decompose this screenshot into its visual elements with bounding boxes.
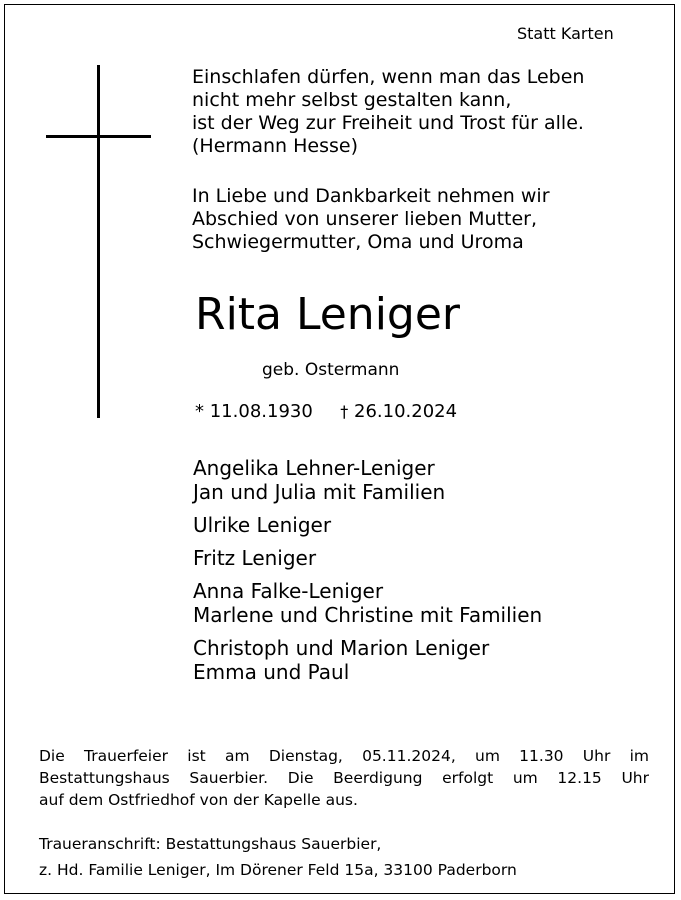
intro-line: Abschied von unserer lieben Mutter, [192,208,538,230]
intro-text [192,185,550,254]
mourning-address [39,831,517,883]
mourners-list [193,456,542,693]
quote-author: (Hermann Hesse) [192,135,359,157]
mourner-group [193,579,542,627]
quote-line: Einschlafen dürfen, wenn man das Leben [192,66,585,88]
mourner-line: Fritz Leniger [193,546,317,570]
cross-icon-vertical [97,65,100,418]
statt-karten-note: Statt Karten [517,24,614,43]
ceremony-line: Bestattungshaus Sauerbier. Die Beerdigung erfolgt um 12.15 Uhr [39,769,649,787]
mourner-line: Anna Falke-Leniger [193,579,384,603]
obituary-notice [4,4,675,894]
death-date: 26.10.2024 [354,401,458,422]
quote-line: nicht mehr selbst gestalten kann, [192,89,512,111]
ceremony-line: auf dem Ostfriedhof von der Kapelle aus. [39,791,358,809]
hesse-quote [192,66,584,158]
address-line: z. Hd. Familie Leniger, Im Dörener Feld 15a, 33100 Paderborn [39,861,517,879]
mourner-group [193,456,542,504]
ceremony-details [39,745,649,811]
mourner-group [193,513,542,537]
intro-line: Schwiegermutter, Oma und Uroma [192,231,524,253]
life-dates [195,401,457,422]
mourner-line: Emma und Paul [193,660,350,684]
mourner-line: Ulrike Leniger [193,513,332,537]
birth-symbol: * [195,401,204,422]
death-cross-icon: † [340,402,349,421]
cross-icon-horizontal [46,135,151,138]
mourner-line: Jan und Julia mit Familien [193,480,446,504]
mourner-line: Marlene und Christine mit Familien [193,603,543,627]
birth-date: 11.08.1930 [209,401,313,422]
deceased-name: Rita Leniger [195,289,461,340]
mourner-group [193,546,542,570]
address-line: Traueranschrift: Bestattungshaus Sauerbier, [39,835,382,853]
mourner-line: Christoph und Marion Leniger [193,636,490,660]
intro-line: In Liebe und Dankbarkeit nehmen wir [192,185,550,207]
ceremony-line: Die Trauerfeier ist am Dienstag, 05.11.2024, um 11.30 Uhr im [39,747,649,765]
mourner-group [193,636,542,684]
birth-name: geb. Ostermann [262,360,400,380]
quote-line: ist der Weg zur Freiheit und Trost für alle. [192,112,584,134]
mourner-line: Angelika Lehner-Leniger [193,456,435,480]
